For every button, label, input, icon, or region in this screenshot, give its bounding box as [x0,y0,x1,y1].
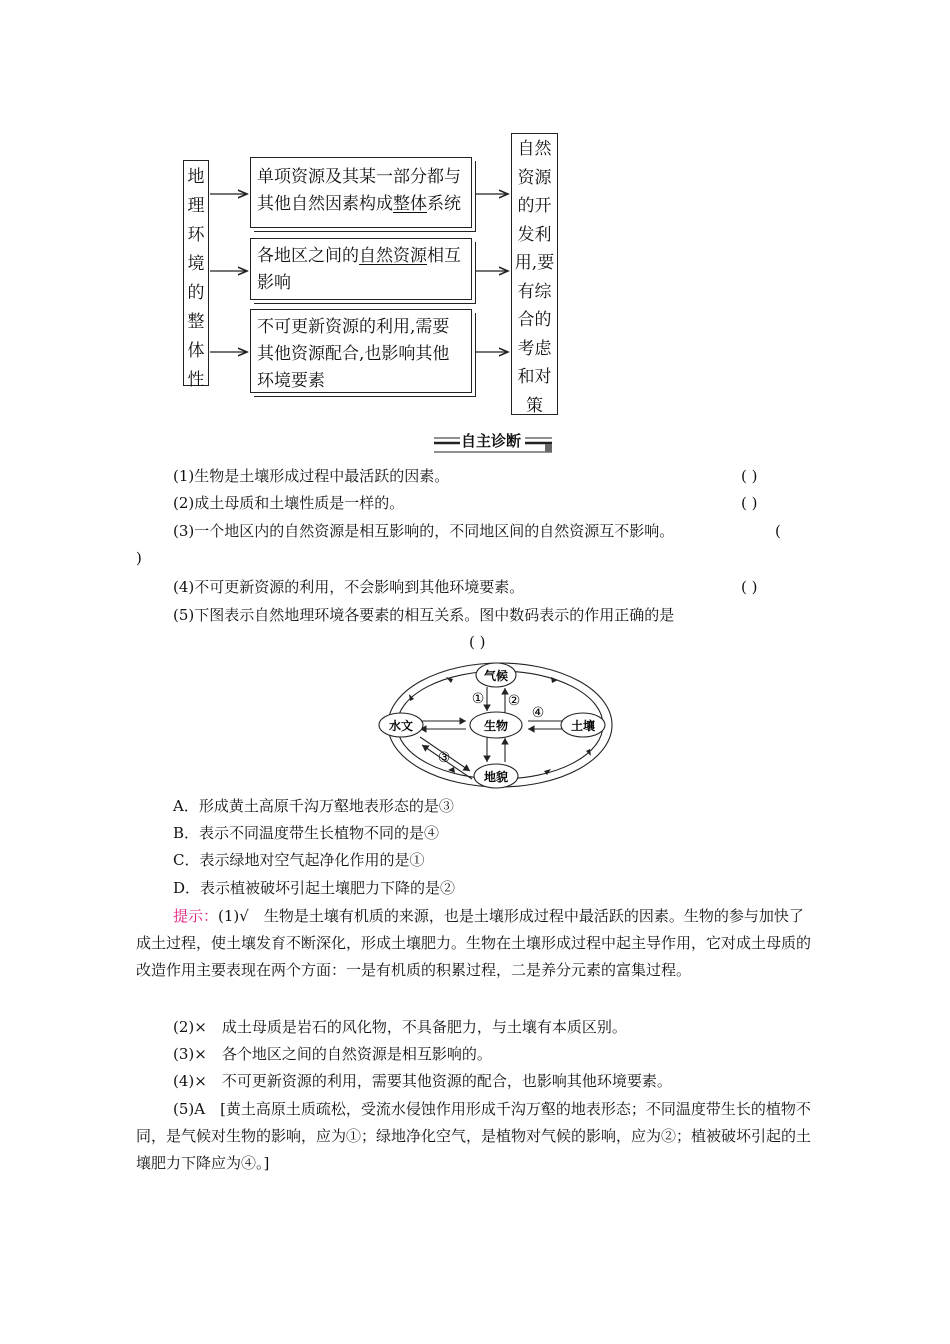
ring-arrowhead [409,694,414,701]
label-n2: ② [507,693,521,709]
question-1: (1)生物是土壤形成过程中最活跃的因素。 [173,467,450,485]
answer-1 [136,903,816,984]
question-3-close: ) [136,549,142,567]
option-a: A．形成黄土高原千沟万壑地表形态的是③ [173,797,454,815]
answer-4: (4)× 不可更新资源的利用，需要其他资源的配合，也影响其他环境要素。 [173,1072,672,1090]
box2-pre: 各地区之间的 [257,246,359,266]
label-n1: ① [471,691,485,707]
node-landform-label: 地貌 [483,770,509,784]
question-4-paren: ( ) [741,578,758,596]
box2-underlined: 自然资源 [359,246,427,266]
answer-1-text: (1)√ 生物是土壤有机质的来源，也是土壤形成过程中最活跃的因素。生物的参与加快了成土过程，使土壤发育不断深化，形成土壤肥力。生物在土壤形成过程中起主导作用，它对成土母质的改造作用主要表现在两个方面：一是有机质的积累过程，二是养分元素的富集过程。 [136,907,812,979]
section-title: 自主诊断 [461,432,522,450]
left-vertical-label: 地理环境的整体性 [187,167,205,390]
node-soil-label: 土壤 [570,719,596,733]
hint-label: 提示： [173,907,219,925]
question-4: (4)不可更新资源的利用，不会影响到其他环境要素。 [173,578,525,596]
concept-map-arrows [0,0,950,420]
box1-underlined: 整体 [393,194,427,214]
right-vertical-label: 自然资源的开发利用,要有综合的考虑和对策 [514,139,555,416]
question-3: (3)一个地区内的自然资源是相互影响的，不同地区间的自然资源互不影响。 [173,522,675,540]
option-c: C．表示绿地对空气起净化作用的是① [173,851,425,869]
answer-3: (3)× 各个地区之间的自然资源是相互影响的。 [173,1045,492,1063]
question-2-paren: ( ) [741,494,758,512]
option-d: D．表示植被破坏引起土壤肥力下降的是② [173,879,456,897]
question-5-paren: ( ) [469,633,486,651]
relationship-diagram [370,655,630,795]
answer-5: (5)A [黄土高原土质疏松，受流水侵蚀作用形成千沟万壑的地表形态；不同温度带生长的植物不同，是气候对生物的影响，应为①；绿地净化空气，是植物对气候的影响，应为②；植被破坏引起的土壤肥力下降应为④。] [136,1100,812,1172]
box3-text: 不可更新资源的利用,需要 其他资源配合,也影响其他 环境要素 [257,317,450,391]
node-bio-label: 生物 [483,719,509,733]
question-2: (2)成土母质和土壤性质是一样的。 [173,494,405,512]
question-3-paren: ( [775,522,781,540]
box2-post: 相互 影响 [257,246,461,293]
ring-arrowhead [551,677,558,683]
box1-pre: 单项资源及其某一部分都与 其他自然因素构成 [257,167,461,214]
box1-post: 系统 [427,194,461,214]
answer-2: (2)× 成土母质是岩石的风化物，不具备肥力，与土壤有本质区别。 [173,1018,627,1036]
ring-arrowhead [586,749,591,756]
node-hydro-label: 水文 [388,719,414,733]
label-n3: ③ [437,750,451,766]
node-climate-label: 气候 [483,669,509,683]
label-n4: ④ [531,705,545,721]
question-1-paren: ( ) [741,467,758,485]
option-b: B．表示不同温度带生长植物不同的是④ [173,824,440,842]
question-5: (5)下图表示自然地理环境各要素的相互关系。图中数码表示的作用正确的是 [173,606,675,624]
